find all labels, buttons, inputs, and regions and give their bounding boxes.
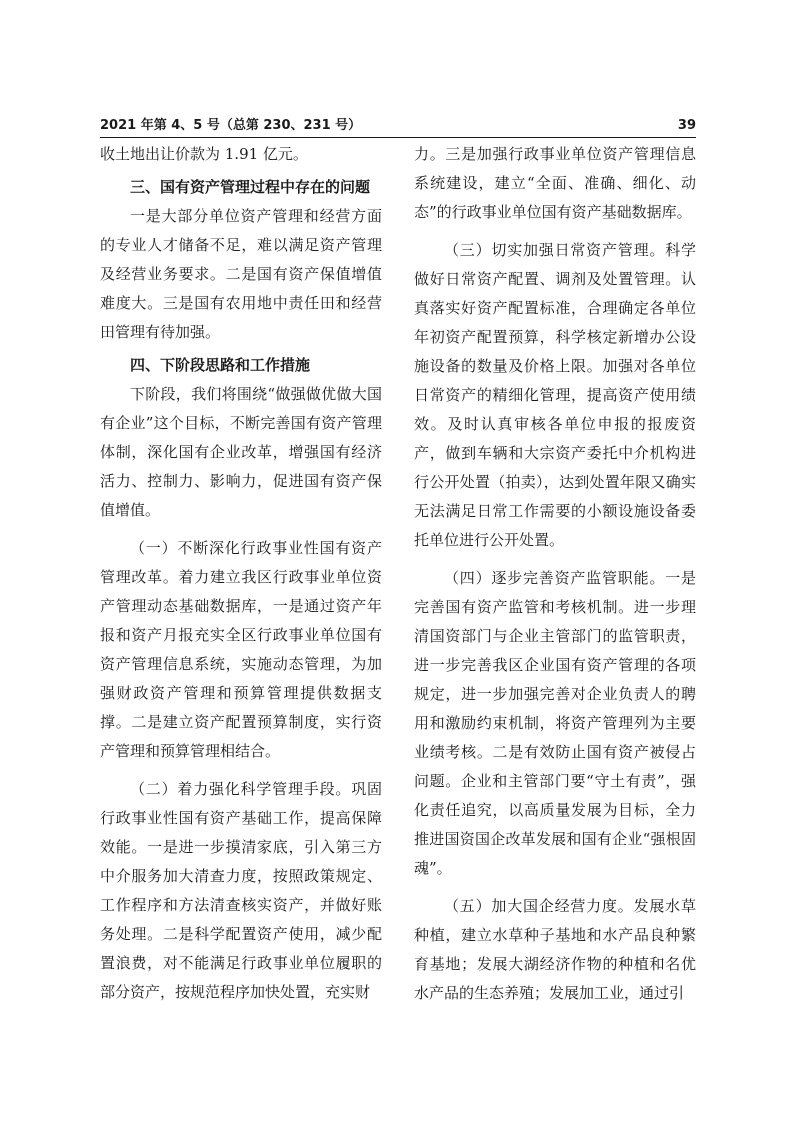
measure-item-5-text: 发展水草种植，建立水草种子基地和水产品良种繁育基地；发展大湖经济作物的种植和名优水产品的生态养殖；发展加工业，通过引 [414,897,696,1002]
measure-item-3-text: 科学做好日常资产配置、调剂及处置管理。认真落实好资产配置标准，合理确定各单位年初资产配置预算，科学核定新增办公设施设备的数量及价格上限。加强对各单位日常资产的精细化管理，提高资产使用绩效。及时认真审核各单位申报的报废资产，做到车辆和大宗资产委托中介机构进行公开处置（拍卖），达到处置年限又确实无法满足日常工作需要的小额设施设备委托单位进行公开处置。 [414,241,696,549]
right-column [414,140,696,1008]
measure-item-5 [414,892,696,1008]
left-column [100,140,382,1007]
measure-item-4-title: （四）逐步完善资产监管职能。 [444,569,666,587]
measure-item-1-text: 着力建立我区行政事业单位资产管理动态基础数据库，一是通过资产年报和资产月报充实全区行政事业单位国有资产管理信息系统，实施动态管理，为加强财政资产管理和预算管理提供数据支撑。二是建立资产配置预算制度，实行资产管理和预算管理相结合。 [100,568,382,760]
measure-item-3 [414,236,696,555]
continued-paragraph: 收土地出让价款为 1.91 亿元。 [100,145,308,163]
page-number: 39 [677,118,696,133]
measure-item-5-title: （五）加大国企经营力度。 [444,897,634,915]
header-rule [100,137,696,138]
measure-item-2-title: （二）着力强化科学管理手段。 [130,780,352,798]
section-heading-measures: 四、下阶段思路和工作措施 [130,356,311,374]
measure-item-3-title: （三）切实加强日常资产管理。 [444,241,666,259]
measure-item-2-text: 巩固行政事业性国有资产基础工作，提高保障效能。一是进一步摸清家底，引入第三方中介服务加大清查力度，按照政策规定、工作程序和方法清查核实资产，并做好账务处理。二是科学配置资产使用，减少配置浪费，对不能满足行政事业单位履职的部分资产，按规范程序加快处置，充实财 [100,780,382,1001]
measure-item-4-text: 一是完善国有资产监管和考核机制。进一步理清国资部门与企业主管部门的监管职责，进一步完善我区企业国有资产管理的各项规定，进一步加强完善对企业负责人的聘用和激励约束机制，将资产管理列为主要业绩考核。二是有效防止国有资产被侵占问题。企业和主管部门要“守土有责”，强化责任追究，以高质量发展为目标，全力推进国资国企改革发展和国有企业“强根固魂”。 [414,569,696,877]
measure-item-1-title: （一）不断深化行政事业性国有资产管理改革。 [100,539,382,586]
running-header [100,116,696,136]
problems-paragraph: 一是大部分单位资产管理和经营方面的专业人才储备不足，难以满足资产管理及经营业务要求。二是国有资产保值增值难度大。三是国有农用地中责任田和经营田管理有待加强。 [100,207,382,341]
continued-paragraph-right: 力。三是加强行政事业单位资产管理信息系统建设，建立“全面、准确、细化、动态”的行政事业单位国有资产基础数据库。 [414,145,696,221]
issue-info: 2021 年第 4、5 号（总第 230、231 号） [100,118,362,133]
section-heading-problems: 三、国有资产管理过程中存在的问题 [130,178,371,196]
measures-intro-paragraph: 下阶段，我们将围绕“做强做优做大国有企业”这个目标，不断完善国有资产管理体制，深化国有企业改革，增强国有经济活力、控制力、影响力，促进国有资产保值增值。 [100,385,382,519]
measure-item-2 [100,775,382,1007]
measure-item-4 [414,564,696,883]
measure-item-1 [100,534,382,766]
